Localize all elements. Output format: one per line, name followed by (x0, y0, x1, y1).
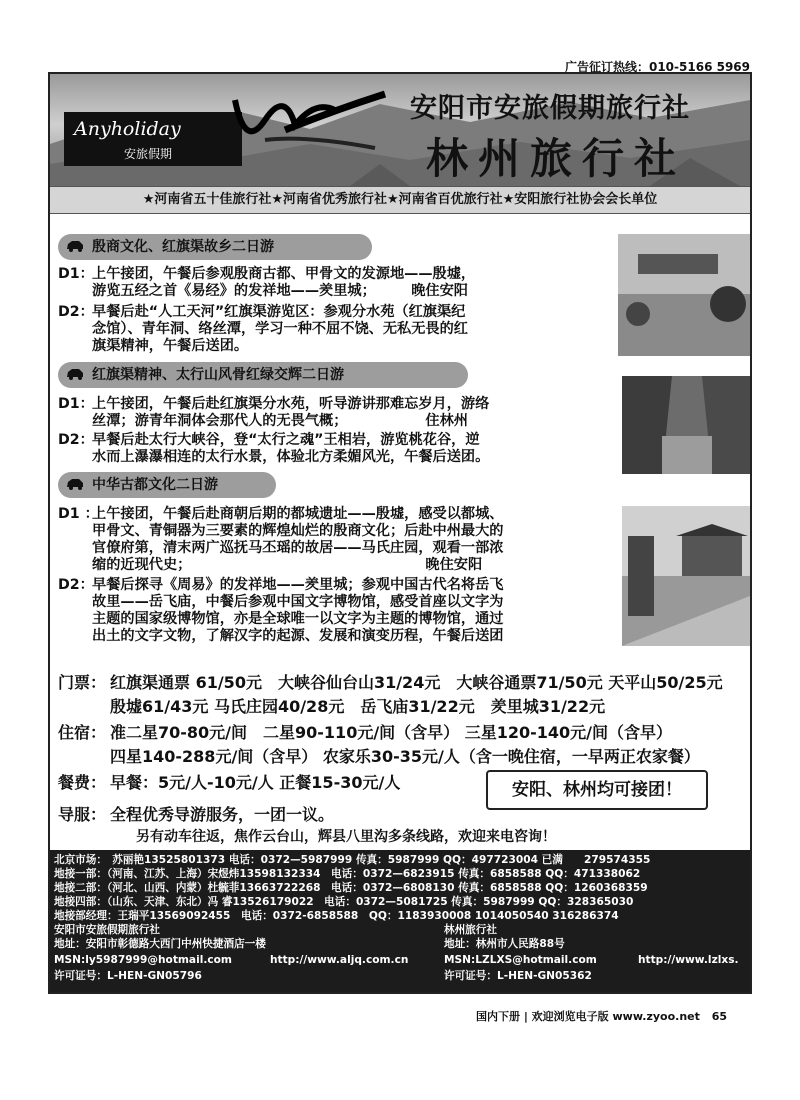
route-3-title-text: 中华古都文化二日游 (92, 477, 218, 493)
awards-bar: ★河南省五十佳旅行社★河南省优秀旅行社★河南省百优旅行社★安阳旅行社协会会长单位 (50, 186, 750, 214)
meals-text: 早餐：5元/人-10元/人 正餐15-30元/人 (110, 773, 401, 792)
lodging-label: 住宿： (58, 723, 107, 742)
day-line: 官僚府第，清末两广巡抚马丕瑶的故居——马氏庄园，观看一部浓 (92, 540, 504, 556)
contact-row: 地接部经理：王瑞平13569092455 电话：0372-6858588 QQ：1183930008 1014050540 316286374 (54, 910, 619, 922)
day-line: 主题的国家级博物馆，亦是全球唯一以文字为主题的博物馆，通过 (92, 611, 504, 627)
route-2-title-text: 红旗渠精神、太行山风骨红绿交辉二日游 (92, 367, 344, 383)
contact-row: 北京市场： 苏丽艳13525801373 电话：0372—5987999 传真：5987999 QQ：497723004 已满 279574355 (54, 854, 651, 866)
agency-name-secondary: 林州旅行社 (426, 134, 687, 183)
day-line: 上午接团，午餐后赴商朝后期的都城遗址——殷墟，感受以都城、 (92, 506, 504, 522)
contact-row: 地接四部：（山东、天津、东北）冯 睿13526179022 电话：0372—5081725 传真：5987999 QQ：328365030 (54, 896, 634, 908)
logo-chinese: 安旅假期 (124, 147, 173, 161)
day-tag: D1： (58, 266, 94, 282)
lodging-line-2: 四星140-288元/间（含早） 农家乐30-35元/人（含一晚住宿，一早两正农家餐） (110, 747, 700, 766)
day-line: 故里——岳飞庙，中餐后参观中国文字博物馆，感受首座以文字为 (92, 594, 504, 610)
day-line: 出土的文字文物，了解汉字的起源、发展和演变历程，午餐后送团 (92, 628, 504, 644)
car-icon (66, 240, 84, 252)
office-right-url[interactable]: http://www.lzlxs. (638, 954, 739, 966)
route-1-title (58, 234, 372, 260)
page-number: 65 (711, 1010, 728, 1023)
day-tag: D2： (58, 304, 94, 320)
day-line: 上午接团，午餐后赴红旗渠分水苑，听导游讲那难忘岁月，游络 (92, 396, 490, 412)
pickup-stamp: 安阳、林州均可接团！ (486, 770, 708, 810)
day-tag: D1： (58, 396, 94, 412)
car-icon (66, 478, 84, 490)
more-routes-note: 另有动车往返，焦作云台山，辉县八里沟多条线路，欢迎来电咨询！ (136, 829, 556, 845)
tickets-line-2: 殷墟61/43元 马氏庄园40/28元 岳飞庙31/22元 羑里城31/22元 (110, 697, 606, 716)
photo-canyon (622, 376, 750, 474)
footer-text: 国内下册 | 欢迎浏览电子版 www.zyoo.net (476, 1010, 700, 1023)
route-1-title-text: 殷商文化、红旗渠故乡二日游 (92, 239, 274, 255)
day-tag: D1 ： (58, 506, 99, 522)
office-right-address: 地址：林州市人民路88号 (444, 938, 565, 950)
swoosh-icon (225, 80, 395, 160)
contact-row: 地接一部：（河南、江苏、上海）宋煜炜13598132334 电话：0372—6823915 传真：6858588 QQ：471338062 (54, 868, 641, 880)
tickets-line-1: 红旗渠通票 61/50元 大峡谷仙台山31/24元 大峡谷通票71/50元 天平山50/25元 (110, 673, 723, 692)
day-line: 旗渠精神，午餐后送团。 (92, 338, 249, 354)
day-line: 念馆）、青年洞、络丝潭，学习一种不屈不饶、无私无畏的红 (92, 321, 468, 337)
day-tag: D2： (58, 432, 94, 448)
contact-row: 地接二部：（河北、山西、内蒙）杜毓菲13663722268 电话：0372—6808130 传真：6858588 QQ：1260368359 (54, 882, 648, 894)
office-left-address: 地址：安阳市彰德路大西门中州快捷酒店一楼 (54, 938, 266, 950)
agency-name: 安阳市安旅假期旅行社 (410, 93, 690, 124)
day-tag: D2： (58, 577, 94, 593)
day-line: 早餐后赴太行大峡谷，登“太行之魂”王相岩，游览桃花谷，逆 (92, 432, 480, 448)
meals-label: 餐费： (58, 773, 107, 792)
day-line: 早餐后探寻《周易》的发祥地——羑里城；参观中国古代名将岳飞 (92, 577, 504, 593)
ad-frame (48, 72, 752, 994)
office-right-license: 许可证号：L-HEN-GN05362 (444, 970, 592, 982)
office-left-name: 安阳市安旅假期旅行社 (54, 924, 160, 936)
route-3-title (58, 472, 276, 498)
car-icon (66, 368, 84, 380)
day-line: 游览五经之首《易经》的发祥地——羑里城； 晚住安阳 (92, 283, 468, 299)
lodging-line-1: 准二星70-80元/间 二星90-110元/间（含早） 三星120-140元/间（含早） (110, 723, 673, 742)
photo-museum (622, 506, 750, 646)
day-line: 甲骨文、青铜器为三要素的辉煌灿烂的殷商文化；后赴中州最大的 (92, 523, 504, 539)
office-right-msn: MSN:LZLXS@hotmail.com (444, 954, 597, 966)
header-banner (50, 74, 750, 186)
guide-text: 全程优秀导游服务，一团一议。 (110, 805, 335, 824)
contact-panel (50, 850, 750, 992)
photo-memorial-hall (618, 234, 750, 356)
logo-english: Anyholiday (74, 118, 181, 140)
brand-logo (64, 112, 242, 166)
ad-hotline: 广告征订热线：010-5166 5969 (564, 60, 750, 74)
tickets-label: 门票： (58, 673, 107, 692)
day-line: 丝潭；游青年洞体会那代人的无畏气概； 住林州 (92, 413, 468, 429)
day-line: 水而上瀑瀑相连的太行水景，体验北方柔媚风光，午餐后送团。 (92, 449, 490, 465)
office-left-license: 许可证号：L-HEN-GN05796 (54, 970, 202, 982)
day-line: 缩的近现代史； 晚住安阳 (92, 557, 483, 573)
office-left-msn: MSN:ly5987999@hotmail.com (54, 954, 232, 966)
day-line: 上午接团，午餐后参观殷商古都、甲骨文的发源地——殷墟， (92, 266, 476, 282)
day-line: 早餐后赴“人工天河”红旗渠游览区：参观分水苑（红旗渠纪 (92, 304, 466, 320)
guide-label: 导服： (58, 805, 107, 824)
office-right-name: 林州旅行社 (444, 924, 497, 936)
office-left-url[interactable]: http://www.aljq.com.cn (270, 954, 409, 966)
route-2-title (58, 362, 468, 388)
page-footer (476, 1008, 727, 1024)
